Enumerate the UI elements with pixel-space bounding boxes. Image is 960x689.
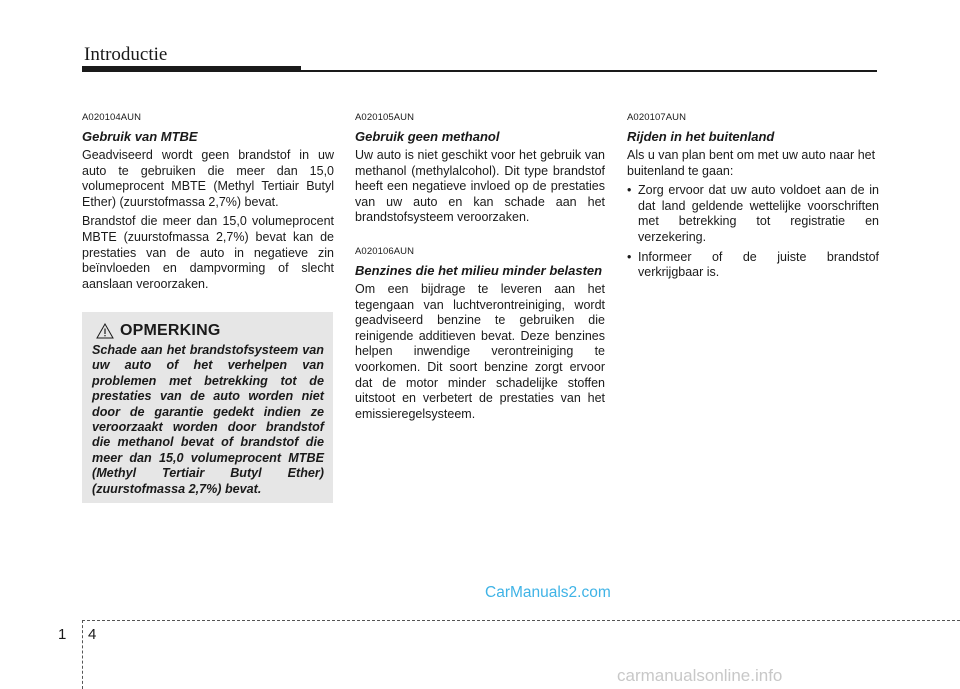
- section-heading: Gebruik van MTBE: [82, 129, 198, 144]
- section-number: 1: [58, 626, 67, 643]
- section-heading: Benzines die het milieu minder belasten: [355, 262, 603, 278]
- section-code: A020104AUN: [82, 112, 142, 123]
- footer-vertical-rule: [82, 620, 83, 689]
- section-heading: Gebruik geen methanol: [355, 129, 500, 144]
- paragraph: Brandstof die meer dan 15,0 volumeprocent MBTE (zuurstofmassa 2,7%) bevat kan de prestaties van de auto in negatieve zin beïnvloeden en dampvorming of slecht aanslaan veroorzaken.: [82, 214, 334, 291]
- note-box: [82, 312, 333, 503]
- note-title: OPMERKING: [120, 322, 221, 339]
- middle-column: [355, 112, 605, 426]
- bullet-icon: •: [627, 249, 632, 264]
- section-code: A020107AUN: [627, 112, 687, 123]
- bullet-list: [627, 183, 879, 281]
- header-rule-thick: [82, 66, 301, 72]
- list-item: • Informeer of de juiste brandstof verkrijgbaar is.: [627, 249, 879, 280]
- section-code: A020105AUN: [355, 112, 415, 123]
- footer-rule: [82, 620, 960, 621]
- warning-triangle-icon: [96, 323, 114, 339]
- paragraph: Om een bijdrage te leveren aan het tegengaan van luchtverontreiniging, wordt geadviseerd benzine te gebruiken die reinigende additieven bevat. Deze benzines helpen inwendige verontreiniging te voorkomen. Dit soort benzine zorgt ervoor dat de motor minder schadelijke stoffen uitstoot en verbetert de prestaties van het emissieregelsysteem.: [355, 281, 605, 421]
- note-text: Schade aan het brandstofsysteem van uw auto of het verhelpen van problemen met betrekking tot de prestaties van de auto worden niet door de garantie gedekt indien ze veroorzaakt worden door brandstof die methanol bevat of brandstof die meer dan 15,0 volumeprocent MTBE (Methyl Tertiair Butyl Ether) (zuurstofmassa 2,7%) bevat.: [92, 343, 324, 496]
- left-column: [82, 112, 334, 296]
- watermark-link[interactable]: CarManuals2.com: [485, 584, 611, 601]
- section-heading: Rijden in het buitenland: [627, 129, 775, 144]
- page-number: 4: [88, 626, 97, 643]
- bullet-icon: •: [627, 183, 632, 198]
- right-column: [627, 112, 879, 285]
- paragraph: Als u van plan bent om met uw auto naar het buitenland te gaan:: [627, 148, 876, 178]
- paragraph: Geadviseerd wordt geen brandstof in uw auto te gebruiken die meer dan 15,0 volumeprocent MBTE (Methyl Tertiair Butyl Ether) (zuurstofmassa 2,7%) bevat.: [82, 148, 334, 209]
- footer-watermark: carmanualsonline.info: [617, 666, 783, 685]
- paragraph: Uw auto is niet geschikt voor het gebruik van methanol (methylalcohol). Dit type brandstof heeft een negatieve invloed op de prestaties van uw auto en kan schade aan het brandstofsysteem veroorzaken.: [355, 148, 605, 225]
- list-item: • Zorg ervoor dat uw auto voldoet aan de in dat land geldende wettelijke voorschriften met betrekking tot registratie en verzekering.: [627, 183, 879, 244]
- note-header: [96, 322, 324, 340]
- header-rule-thin: [301, 70, 877, 72]
- page-header-title: Introductie: [84, 44, 168, 65]
- section-code: A020106AUN: [355, 245, 415, 257]
